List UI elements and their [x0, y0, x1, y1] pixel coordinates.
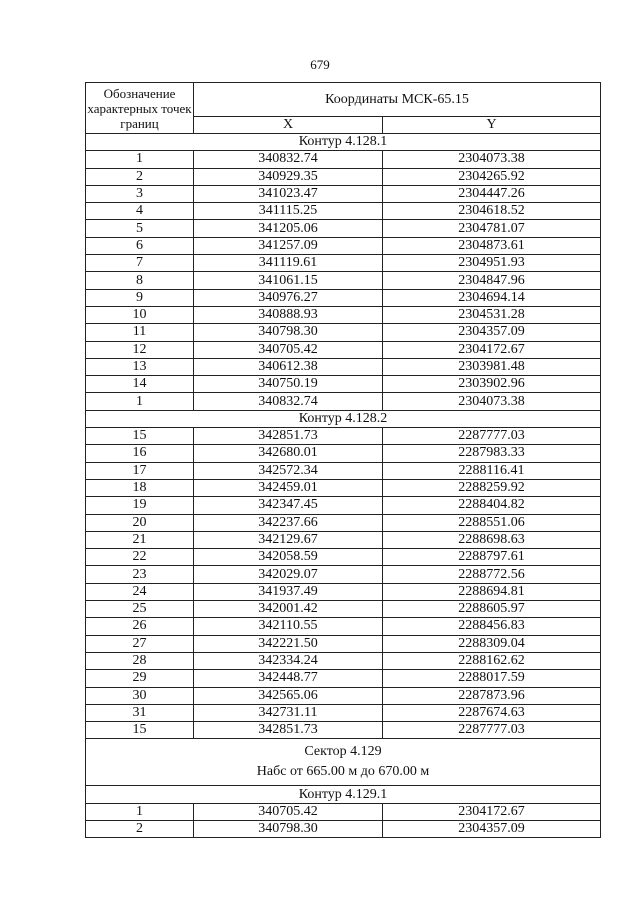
sector-row: [86, 739, 601, 786]
y-coordinate: 2304073.38: [383, 151, 601, 168]
point-number: 22: [86, 549, 194, 566]
contour-label: Контур 4.128.2: [86, 410, 601, 427]
point-number: 18: [86, 479, 194, 496]
x-coordinate: 342851.73: [194, 722, 383, 739]
y-coordinate: 2304073.38: [383, 393, 601, 410]
point-number: 2: [86, 168, 194, 185]
table-row: [86, 289, 601, 306]
y-coordinate: 2304847.96: [383, 272, 601, 289]
x-axis-header: X: [194, 117, 383, 134]
y-coordinate: 2287983.33: [383, 445, 601, 462]
point-number: 1: [86, 393, 194, 410]
point-number: 20: [86, 514, 194, 531]
page-number: 679: [310, 57, 330, 72]
y-coordinate: 2304172.67: [383, 803, 601, 820]
y-coordinate: 2288162.62: [383, 652, 601, 669]
coordinates-table-body: [86, 83, 601, 838]
x-coordinate: 342448.77: [194, 670, 383, 687]
table-row: [86, 635, 601, 652]
x-coordinate: 342237.66: [194, 514, 383, 531]
x-coordinate: 340929.35: [194, 168, 383, 185]
table-row: [86, 428, 601, 445]
header-row: [86, 83, 601, 117]
point-number: 5: [86, 220, 194, 237]
table-row: [86, 358, 601, 375]
point-designation-header: Обозначение характерных точек границ: [86, 83, 194, 134]
y-coordinate: 2288017.59: [383, 670, 601, 687]
x-coordinate: 340612.38: [194, 358, 383, 375]
contour-label: Контур 4.129.1: [86, 786, 601, 803]
x-coordinate: 340832.74: [194, 151, 383, 168]
point-number: 9: [86, 289, 194, 306]
y-coordinate: 2288456.83: [383, 618, 601, 635]
y-coordinate: 2288404.82: [383, 497, 601, 514]
y-coordinate: 2303902.96: [383, 376, 601, 393]
table-row: [86, 479, 601, 496]
table-row: [86, 462, 601, 479]
table-row: [86, 497, 601, 514]
contour-label: Контур 4.128.1: [86, 134, 601, 151]
y-coordinate: 2287674.63: [383, 704, 601, 721]
table-row: [86, 549, 601, 566]
x-coordinate: 340976.27: [194, 289, 383, 306]
y-coordinate: 2288605.97: [383, 601, 601, 618]
point-number: 8: [86, 272, 194, 289]
x-coordinate: 341257.09: [194, 237, 383, 254]
y-coordinate: 2288259.92: [383, 479, 601, 496]
y-axis-header: Y: [383, 117, 601, 134]
y-coordinate: 2303981.48: [383, 358, 601, 375]
table-row: [86, 704, 601, 721]
contour-row: [86, 786, 601, 803]
x-coordinate: 340798.30: [194, 324, 383, 341]
table-row: [86, 601, 601, 618]
y-coordinate: 2288698.63: [383, 531, 601, 548]
x-coordinate: 342347.45: [194, 497, 383, 514]
point-number: 15: [86, 722, 194, 739]
y-coordinate: 2304781.07: [383, 220, 601, 237]
table-row: [86, 393, 601, 410]
table-row: [86, 376, 601, 393]
point-number: 19: [86, 497, 194, 514]
table-row: [86, 341, 601, 358]
y-coordinate: 2304618.52: [383, 203, 601, 220]
x-coordinate: 342110.55: [194, 618, 383, 635]
table-row: [86, 514, 601, 531]
x-coordinate: 342565.06: [194, 687, 383, 704]
x-coordinate: 341937.49: [194, 583, 383, 600]
point-number: 6: [86, 237, 194, 254]
table-row: [86, 820, 601, 837]
point-number: 1: [86, 803, 194, 820]
x-coordinate: 342851.73: [194, 428, 383, 445]
x-coordinate: 340705.42: [194, 341, 383, 358]
x-coordinate: 340888.93: [194, 306, 383, 323]
x-coordinate: 342459.01: [194, 479, 383, 496]
point-number: 2: [86, 820, 194, 837]
x-coordinate: 341023.47: [194, 185, 383, 202]
y-coordinate: 2304265.92: [383, 168, 601, 185]
table-row: [86, 652, 601, 669]
x-coordinate: 340705.42: [194, 803, 383, 820]
table-row: [86, 583, 601, 600]
table-row: [86, 324, 601, 341]
table-row: [86, 618, 601, 635]
point-number: 10: [86, 306, 194, 323]
point-number: 7: [86, 255, 194, 272]
point-number: 25: [86, 601, 194, 618]
point-number: 23: [86, 566, 194, 583]
point-number: 29: [86, 670, 194, 687]
point-number: 15: [86, 428, 194, 445]
x-coordinate: 342680.01: [194, 445, 383, 462]
y-coordinate: 2288694.81: [383, 583, 601, 600]
contour-row: [86, 134, 601, 151]
table-row: [86, 185, 601, 202]
y-coordinate: 2288309.04: [383, 635, 601, 652]
point-number: 28: [86, 652, 194, 669]
x-coordinate: 341115.25: [194, 203, 383, 220]
table-row: [86, 151, 601, 168]
point-number: 27: [86, 635, 194, 652]
table-row: [86, 445, 601, 462]
point-number: 26: [86, 618, 194, 635]
table-row: [86, 803, 601, 820]
point-number: 13: [86, 358, 194, 375]
point-number: 24: [86, 583, 194, 600]
y-coordinate: 2304357.09: [383, 820, 601, 837]
y-coordinate: 2288551.06: [383, 514, 601, 531]
x-coordinate: 342572.34: [194, 462, 383, 479]
x-coordinate: 342334.24: [194, 652, 383, 669]
x-coordinate: 340798.30: [194, 820, 383, 837]
sector-block: [86, 739, 601, 786]
table-row: [86, 203, 601, 220]
x-coordinate: 342221.50: [194, 635, 383, 652]
table-row: [86, 306, 601, 323]
x-coordinate: 341205.06: [194, 220, 383, 237]
contour-row: [86, 410, 601, 427]
point-number: 30: [86, 687, 194, 704]
y-coordinate: 2304172.67: [383, 341, 601, 358]
point-number: 1: [86, 151, 194, 168]
point-number: 17: [86, 462, 194, 479]
table-row: [86, 531, 601, 548]
y-coordinate: 2304873.61: [383, 237, 601, 254]
table-row: [86, 237, 601, 254]
y-coordinate: 2304951.93: [383, 255, 601, 272]
y-coordinate: 2288797.61: [383, 549, 601, 566]
x-coordinate: 341061.15: [194, 272, 383, 289]
table-row: [86, 272, 601, 289]
point-number: 16: [86, 445, 194, 462]
point-number: 4: [86, 203, 194, 220]
x-coordinate: 342731.11: [194, 704, 383, 721]
y-coordinate: 2304357.09: [383, 324, 601, 341]
x-coordinate: 340750.19: [194, 376, 383, 393]
y-coordinate: 2287873.96: [383, 687, 601, 704]
y-coordinate: 2304531.28: [383, 306, 601, 323]
table-row: [86, 255, 601, 272]
table-row: [86, 687, 601, 704]
y-coordinate: 2288772.56: [383, 566, 601, 583]
x-coordinate: 342001.42: [194, 601, 383, 618]
x-coordinate: 342029.07: [194, 566, 383, 583]
y-coordinate: 2304447.26: [383, 185, 601, 202]
x-coordinate: 342058.59: [194, 549, 383, 566]
x-coordinate: 340832.74: [194, 393, 383, 410]
x-coordinate: 342129.67: [194, 531, 383, 548]
point-number: 3: [86, 185, 194, 202]
sector-altitude-range: Набс от 665.00 м до 670.00 м: [256, 764, 430, 780]
point-number: 14: [86, 376, 194, 393]
table-row: [86, 722, 601, 739]
point-number: 21: [86, 531, 194, 548]
point-number: 11: [86, 324, 194, 341]
sector-title: Сектор 4.129: [304, 744, 382, 760]
table-row: [86, 220, 601, 237]
x-coordinate: 341119.61: [194, 255, 383, 272]
y-coordinate: 2287777.03: [383, 722, 601, 739]
coordinate-system-header: Координаты МСК-65.15: [194, 83, 601, 117]
point-number: 31: [86, 704, 194, 721]
coordinates-table: [85, 82, 601, 838]
table-row: [86, 670, 601, 687]
y-coordinate: 2304694.14: [383, 289, 601, 306]
table-row: [86, 168, 601, 185]
point-number: 12: [86, 341, 194, 358]
y-coordinate: 2288116.41: [383, 462, 601, 479]
table-row: [86, 566, 601, 583]
y-coordinate: 2287777.03: [383, 428, 601, 445]
